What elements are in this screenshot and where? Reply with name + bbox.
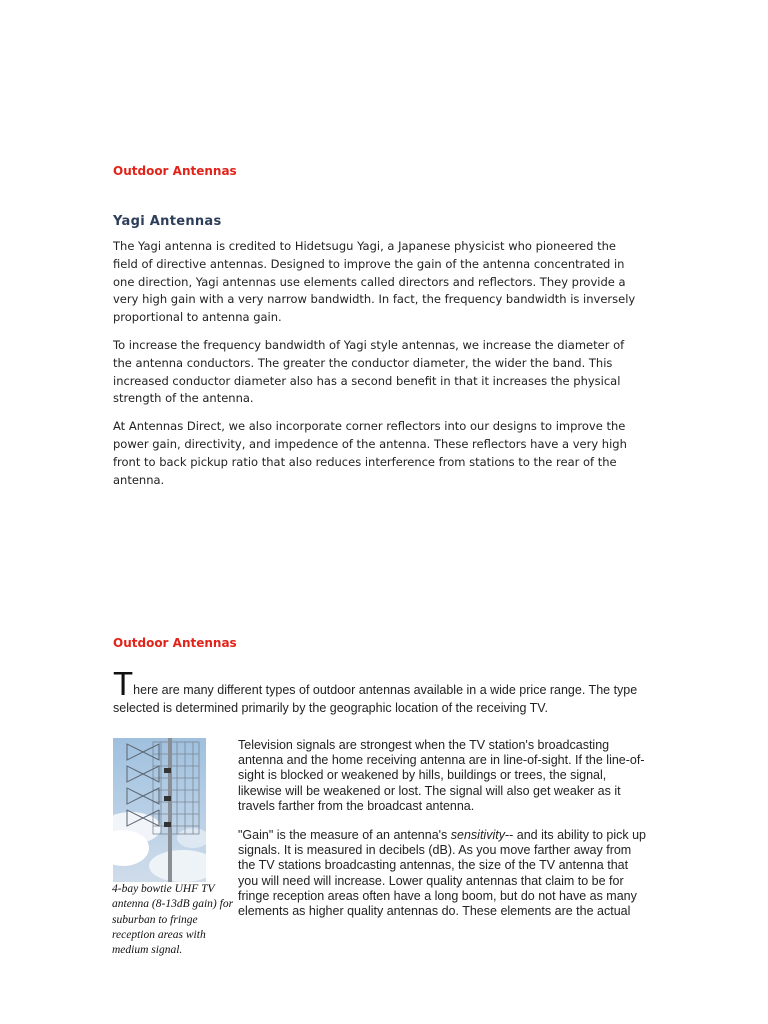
- drop-cap: T: [113, 665, 134, 702]
- yagi-antennas-title: Yagi Antennas: [113, 214, 222, 229]
- bowtie-antenna-image: [113, 738, 206, 882]
- gain-text-start: "Gain" is the measure of an antenna's: [238, 828, 451, 843]
- gain-emphasis: sensitivity: [450, 828, 505, 843]
- yagi-paragraph-2: To increase the frequency bandwidth of Yagi style antennas, we increase the diameter of the antenna conductors. The greater the conductor diameter, the wider the band. This increased conductor diameter also has a second benefit in that it increases the physical strength of the antenna.: [113, 337, 625, 406]
- yagi-paragraph-1: The Yagi antenna is credited to Hidetsugu Yagi, a Japanese physicist who pioneered the field of directive antennas. Designed to improve the gain of the antenna concentrated in one direction, Yagi antennas use elements called directors and reflectors. They provide a very high gain with a very narrow bandwidth. In fact, the frequency bandwidth is inversely proportional to antenna gain.: [113, 239, 636, 325]
- yagi-paragraph-3: At Antennas Direct, we also incorporate corner reflectors into our designs to improve the power gain, directivity, and impedence of the antenna. These reflectors have a very high front to back pickup ratio that also reduces interference from stations to the rear of the antenna.: [113, 419, 627, 487]
- section-heading-outdoor-antennas-2: Outdoor Antennas: [113, 636, 237, 650]
- gain-paragraph: [238, 828, 650, 919]
- gain-text-end: -- and its ability to pick up signals. It is measured in decibels (dB). As you move farther away from the TV stations broadcasting antennas, the size of the TV antenna that you will need will increase. Lower quality antennas that claim to be for fringe reception areas often have a long boom, but do not have as many elements as higher quality antennas do. These elements are the actual: [238, 828, 647, 919]
- yagi-body: [113, 238, 643, 499]
- antenna-photo: [113, 738, 206, 882]
- intro-text: here are many different types of outdoor antennas available in a wide price range. The type selected is determined primarily by the geographic location of the receiving TV.: [113, 683, 638, 715]
- section-heading-outdoor-antennas: Outdoor Antennas: [113, 164, 237, 178]
- photo-caption: 4-bay bowtie UHF TV antenna (8-13dB gain) for suburban to fringe reception areas with medium signal.: [112, 883, 234, 957]
- intro-paragraph: [113, 665, 653, 717]
- right-column-text: [238, 738, 650, 933]
- signal-paragraph: Television signals are strongest when the TV station's broadcasting antenna and the home receiving antenna are in line-of-sight. If the line-of-sight is blocked or weakened by hills, buildings or trees, the signal, likewise will be weakened or lost. The signal will also get weaker as it travels farther from the broadcast antenna.: [238, 738, 645, 813]
